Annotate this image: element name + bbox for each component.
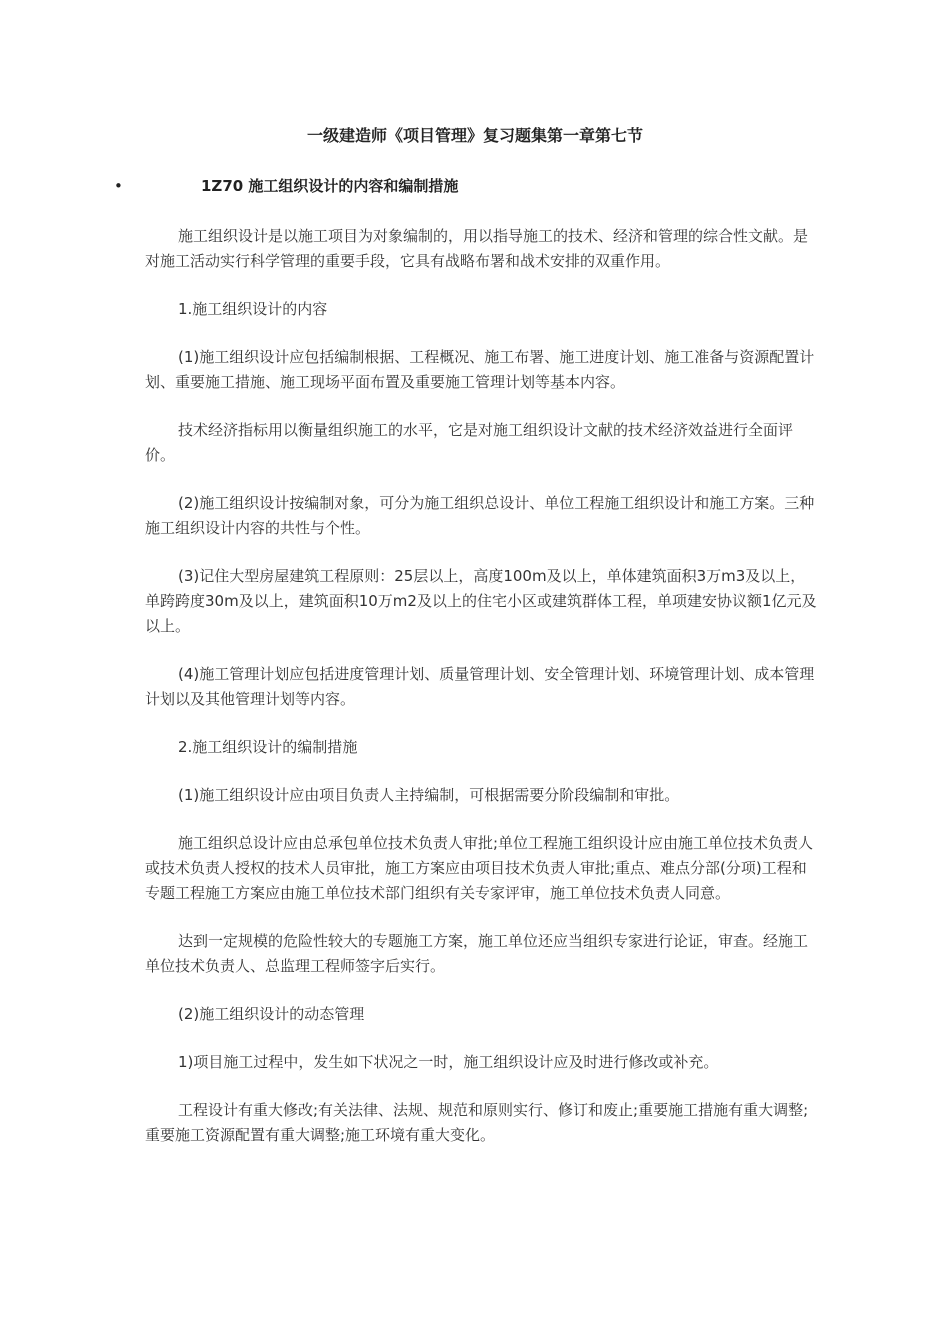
list-bullet: • <box>114 177 123 195</box>
paragraph-dynamic-mgmt: (2)施工组织设计的动态管理 <box>178 1005 365 1023</box>
paragraph-content-1: (1)施工组织设计应包括编制根据、工程概况、施工布署、施工进度计划、施工准备与资源配置计划、重要施工措施、施工现场平面布置及重要施工管理计划等基本内容。 <box>145 348 815 391</box>
subheading-methods: 2.施工组织设计的编制措施 <box>178 738 358 756</box>
paragraph-methods-1: (1)施工组织设计应由项目负责人主持编制，可根据需要分阶段编制和审批。 <box>178 786 680 804</box>
document-body <box>145 224 817 1171</box>
paragraph-content-4: (4)施工管理计划应包括进度管理计划、质量管理计划、安全管理计划、环境管理计划、成本管理计划以及其他管理计划等内容。 <box>145 665 815 708</box>
paragraph-revision-trigger: 1)项目施工过程中，发生如下状况之一时，施工组织设计应及时进行修改或补充。 <box>178 1053 719 1071</box>
paragraph-revision-cases: 工程设计有重大修改;有关法律、法规、规范和原则实行、修订和废止;重要施工措施有重大调整;重要施工资源配置有重大调整;施工环境有重大变化。 <box>145 1101 809 1144</box>
paragraph-content-3: (3)记住大型房屋建筑工程原则：25层以上，高度100m及以上，单体建筑面积3万m3及以上，单跨跨度30m及以上，建筑面积10万m2及以上的住宅小区或建筑群体工程，单项建安协议额1亿元及以上。 <box>145 567 817 635</box>
paragraph-approval: 施工组织总设计应由总承包单位技术负责人审批;单位工程施工组织设计应由施工单位技术负责人或技术负责人授权的技术人员审批，施工方案应由项目技术负责人审批;重点、难点分部(分项)工程和专题工程施工方案应由施工单位技术部门组织有关专家评审，施工单位技术负责人同意。 <box>145 834 814 902</box>
paragraph-tech-econ: 技术经济指标用以衡量组织施工的水平，它是对施工组织设计文献的技术经济效益进行全面评价。 <box>145 421 794 464</box>
subheading-content: 1.施工组织设计的内容 <box>178 300 328 318</box>
paragraph-content-2: (2)施工组织设计按编制对象，可分为施工组织总设计、单位工程施工组织设计和施工方案。三种施工组织设计内容的共性与个性。 <box>145 494 815 537</box>
paragraph-intro: 施工组织设计是以施工项目为对象编制的，用以指导施工的技术、经济和管理的综合性文献。是对施工活动实行科学管理的重要手段，它具有战略布署和战术安排的双重作用。 <box>145 227 809 270</box>
paragraph-expert-review: 达到一定规模的危险性较大的专题施工方案，施工单位还应当组织专家进行论证，审查。经施工单位技术负责人、总监理工程师签字后实行。 <box>145 932 809 975</box>
page-title: 一级建造师《项目管理》复习题集第一章第七节 <box>306 126 643 145</box>
section-heading: 1Z70 施工组织设计的内容和编制措施 <box>201 177 459 195</box>
